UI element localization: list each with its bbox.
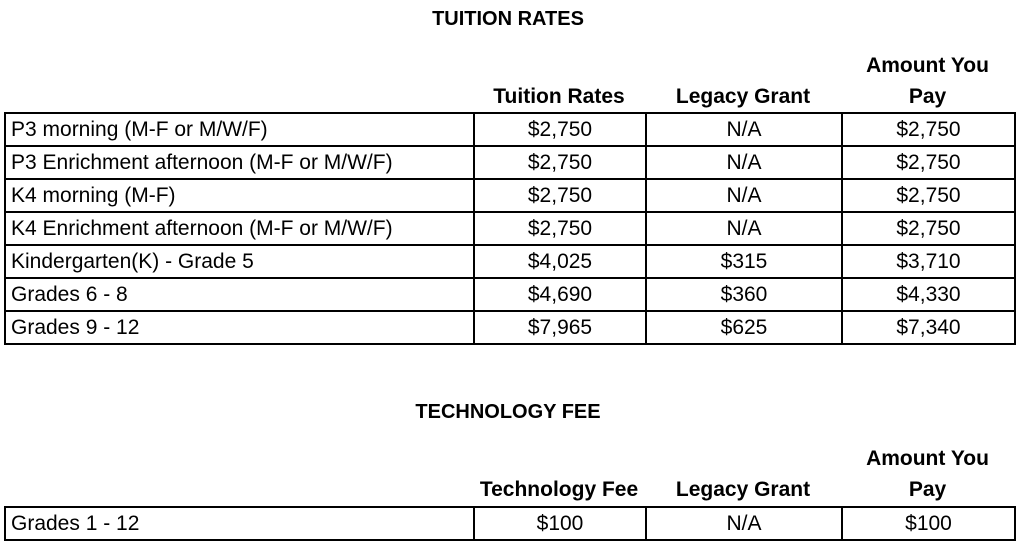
tuition-cell: $7,965 <box>474 311 646 344</box>
program-cell: K4 Enrichment afternoon (M-F or M/W/F) <box>5 212 474 245</box>
pay-cell: $3,710 <box>842 245 1015 278</box>
grant-cell: N/A <box>646 113 842 146</box>
pay-cell: $2,750 <box>842 212 1015 245</box>
pay-cell: $7,340 <box>842 311 1015 344</box>
technology-fee-column-header: Technology Fee <box>479 478 639 501</box>
table-row <box>5 311 1015 344</box>
table-row <box>5 212 1015 245</box>
tuition-cell: $2,750 <box>474 113 646 146</box>
technology-fee-table <box>4 506 1016 541</box>
program-cell: P3 morning (M-F or M/W/F) <box>5 113 474 146</box>
table-row <box>5 113 1015 146</box>
grant-cell: N/A <box>646 507 842 540</box>
table-row <box>5 179 1015 212</box>
grant-cell: N/A <box>646 146 842 179</box>
grant-cell: $360 <box>646 278 842 311</box>
program-cell: P3 Enrichment afternoon (M-F or M/W/F) <box>5 146 474 179</box>
amount-you-pay-column-header-line1: Amount You <box>866 54 989 77</box>
program-cell: Grades 1 - 12 <box>5 507 474 540</box>
pay-cell: $2,750 <box>842 113 1015 146</box>
grant-cell: N/A <box>646 212 842 245</box>
grant-cell: N/A <box>646 179 842 212</box>
table-row <box>5 507 1015 540</box>
grant-cell: $315 <box>646 245 842 278</box>
pay-cell: $4,330 <box>842 278 1015 311</box>
program-cell: Kindergarten(K) - Grade 5 <box>5 245 474 278</box>
legacy-grant-column-header: Legacy Grant <box>675 85 811 108</box>
tuition-rates-table <box>4 112 1016 345</box>
amount-you-pay-column-header-line2: Pay <box>908 478 947 501</box>
table-row <box>5 278 1015 311</box>
table-row <box>5 245 1015 278</box>
tuition-cell: $4,025 <box>474 245 646 278</box>
program-cell: K4 morning (M-F) <box>5 179 474 212</box>
pay-cell: $2,750 <box>842 146 1015 179</box>
tuition-rates-title: TUITION RATES <box>432 8 584 30</box>
amount-you-pay-column-header-line2: Pay <box>908 85 947 108</box>
tuition-rates-column-header: Tuition Rates <box>493 85 625 108</box>
tuition-cell: $2,750 <box>474 179 646 212</box>
tuition-cell: $2,750 <box>474 212 646 245</box>
amount-you-pay-column-header-line1: Amount You <box>866 447 989 470</box>
pay-cell: $100 <box>842 507 1015 540</box>
legacy-grant-column-header: Legacy Grant <box>675 478 811 501</box>
grant-cell: $625 <box>646 311 842 344</box>
table-row <box>5 146 1015 179</box>
pay-cell: $2,750 <box>842 179 1015 212</box>
program-cell: Grades 9 - 12 <box>5 311 474 344</box>
program-cell: Grades 6 - 8 <box>5 278 474 311</box>
tuition-cell: $4,690 <box>474 278 646 311</box>
tuition-cell: $2,750 <box>474 146 646 179</box>
technology-fee-title: TECHNOLOGY FEE <box>415 401 601 423</box>
fee-cell: $100 <box>474 507 646 540</box>
